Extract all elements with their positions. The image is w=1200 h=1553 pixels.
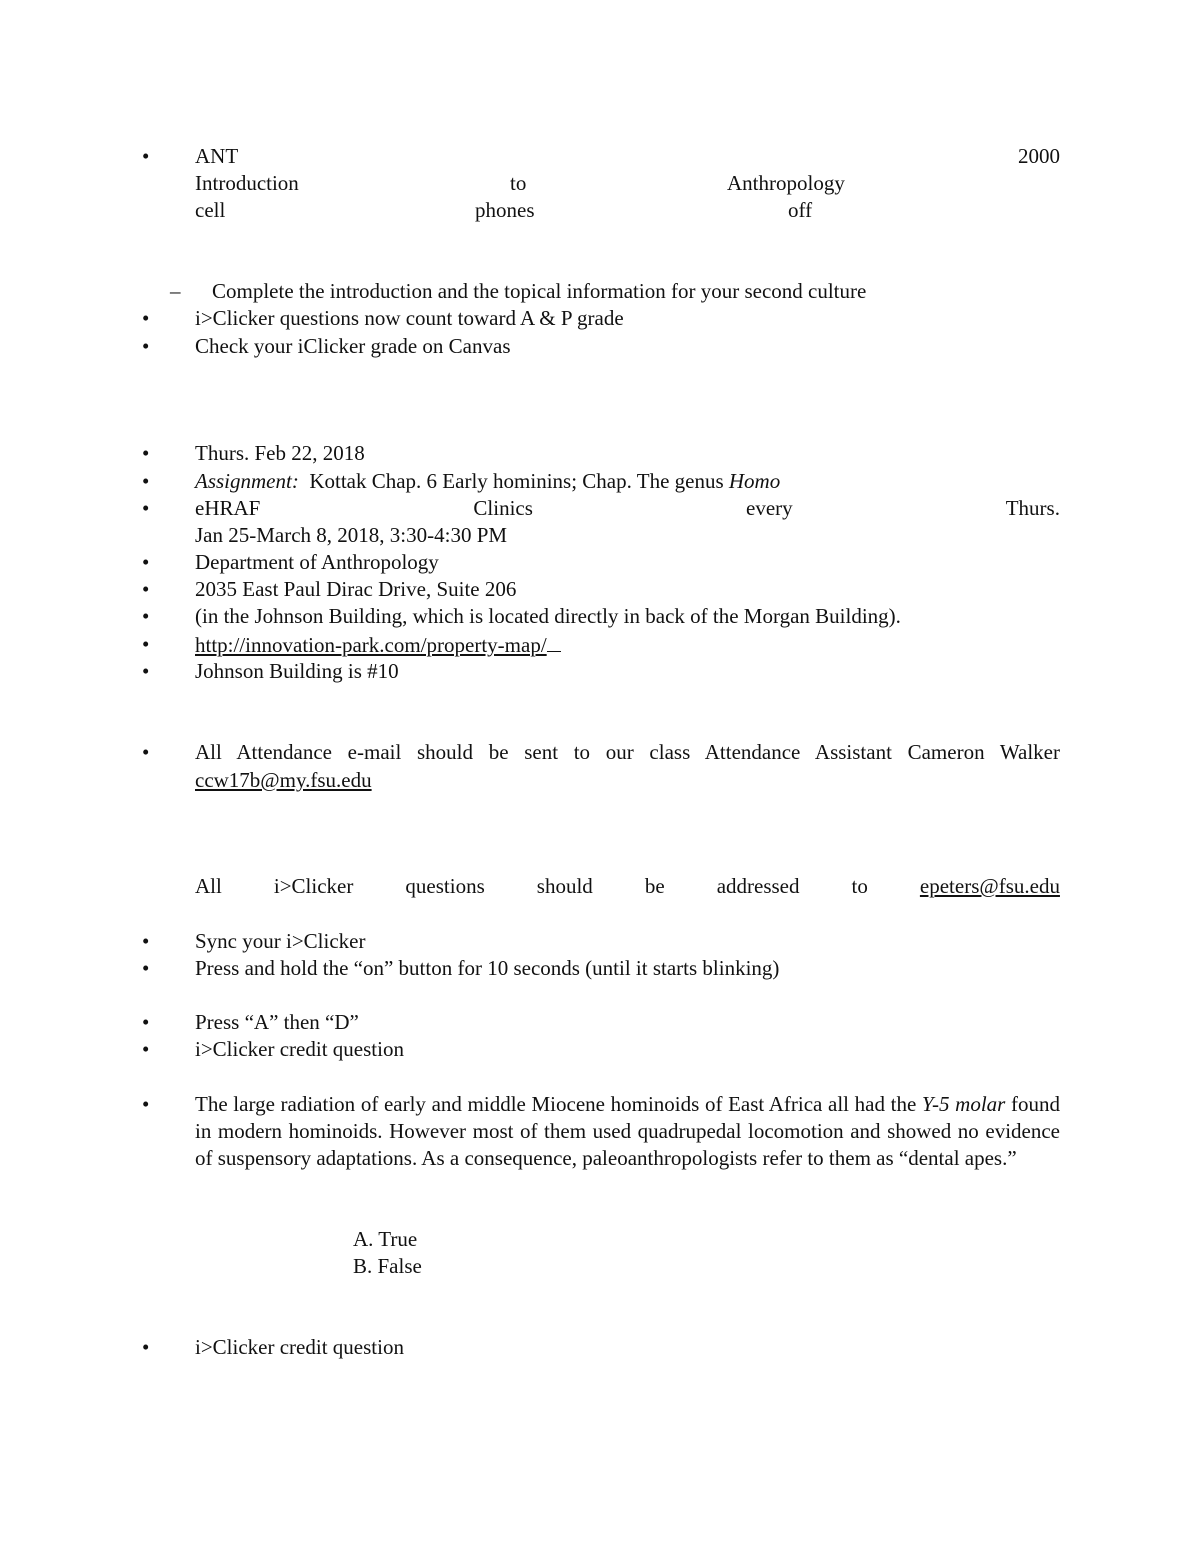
title-word: Anthropology	[727, 171, 845, 195]
clinics-word: every	[746, 496, 793, 520]
bullet: •	[142, 1092, 150, 1116]
link-underline-trail	[547, 631, 561, 652]
bullet: •	[142, 441, 150, 465]
bullet: •	[142, 334, 150, 358]
list-item: Press and hold the “on” button for 10 seconds (until it starts blinking)	[195, 956, 780, 980]
clinics-word: Clinics	[473, 496, 533, 520]
list-item: i>Clicker credit question	[195, 1037, 404, 1061]
course-number: 2000	[1018, 144, 1060, 168]
bullet: •	[142, 929, 150, 953]
bullet: •	[142, 550, 150, 574]
question-italic: Y-5 molar	[921, 1092, 1006, 1116]
dash: –	[170, 279, 181, 303]
list-item: Press “A” then “D”	[195, 1010, 359, 1034]
course-dept: ANT	[195, 144, 239, 168]
list-item: (in the Johnson Building, which is located directly in back of the Morgan Building).	[195, 604, 901, 628]
option-b: B. False	[353, 1254, 422, 1278]
questions-word: i>Clicker	[273, 874, 354, 898]
clinics-word: eHRAF	[195, 496, 261, 520]
bullet: •	[142, 144, 150, 168]
date-item: Thurs. Feb 22, 2018	[195, 441, 365, 465]
list-item: Department of Anthropology	[195, 550, 439, 574]
assignment-label: Assignment:	[195, 469, 299, 493]
map-item	[195, 631, 1060, 659]
question-part: found in modern hominoids. However most of them used quadrupedal locomotion and showed no evidence of suspensory adaptations. As a consequence, paleoanthropologists refer to them as “dental apes.”	[195, 1092, 1060, 1170]
list-item: Check your iClicker grade on Canvas	[195, 334, 511, 358]
phones-word: off	[788, 198, 813, 222]
map-link[interactable]: http://innovation-park.com/property-map/	[195, 633, 547, 657]
attendance-email-link[interactable]: ccw17b@my.fsu.edu	[195, 768, 372, 792]
bullet: •	[142, 659, 150, 683]
assignment-text: Kottak Chap. 6 Early hominins; Chap. The genus	[298, 469, 729, 493]
assignment-italic: Homo	[728, 469, 781, 493]
questions-email-link[interactable]: epeters@fsu.edu	[919, 874, 1060, 898]
phones-word: phones	[475, 198, 535, 222]
questions-word: should	[536, 874, 593, 898]
questions-word: to	[851, 874, 868, 898]
course-code-line	[195, 143, 1060, 170]
title-word: to	[510, 171, 527, 195]
bullet: •	[142, 604, 150, 628]
clinics-continuation: Jan 25-March 8, 2018, 3:30-4:30 PM	[195, 523, 508, 547]
bullet: •	[142, 632, 150, 656]
bullet: •	[142, 1335, 150, 1359]
bullet: •	[142, 740, 150, 764]
title-word: Introduction	[195, 171, 299, 195]
list-item: i>Clicker credit question	[195, 1335, 404, 1359]
question-text	[195, 1091, 1060, 1172]
questions-word: be	[644, 874, 665, 898]
attendance-email-line	[195, 767, 1060, 794]
list-item: Sync your i>Clicker	[195, 929, 366, 953]
option-a: A. True	[353, 1227, 418, 1251]
bullet: •	[142, 1037, 150, 1061]
bullet: •	[142, 306, 150, 330]
bullet: •	[142, 1010, 150, 1034]
sub-item: Complete the introduction and the topical information for your second culture	[212, 279, 867, 303]
questions-word: questions	[405, 874, 485, 898]
bullet: •	[142, 956, 150, 980]
list-item: 2035 East Paul Dirac Drive, Suite 206	[195, 577, 517, 601]
question-part: The large radiation of early and middle Miocene hominoids of East Africa all had the	[195, 1092, 922, 1116]
bullet: •	[142, 577, 150, 601]
phones-word: cell	[195, 198, 226, 222]
questions-word: All	[195, 874, 222, 898]
bullet: •	[142, 469, 150, 493]
bullet: •	[142, 496, 150, 520]
clinics-item	[195, 495, 1060, 522]
assignment-item	[195, 468, 1060, 495]
list-item: i>Clicker questions now count toward A & P grade	[195, 306, 624, 330]
list-item: Johnson Building is #10	[195, 659, 399, 683]
attendance-text: All Attendance e-mail should be sent to our class Attendance Assistant Cameron Walker	[195, 740, 1060, 764]
questions-line	[195, 873, 1060, 900]
clinics-word: Thurs.	[1005, 496, 1060, 520]
questions-word: addressed	[716, 874, 800, 898]
